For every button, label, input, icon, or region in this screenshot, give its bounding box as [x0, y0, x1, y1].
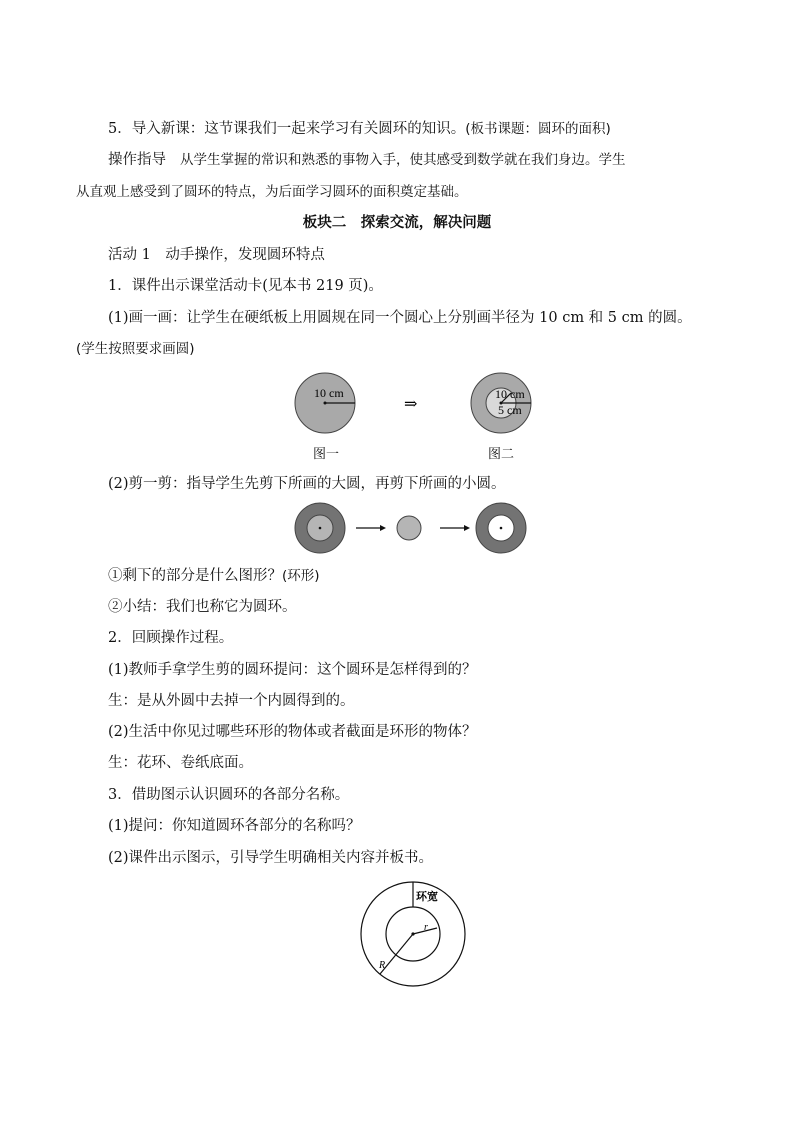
- review-question-2: (2)生活中你见过哪些环形的物体或者截面是环形的物体？: [108, 724, 477, 740]
- item-1: 1．课件出示课堂活动卡(见本书 219 页)。: [108, 278, 383, 294]
- small-radius-label: r: [424, 922, 428, 933]
- circle-figures: [0, 367, 794, 467]
- figure2-caption: 图二: [488, 447, 515, 462]
- show-diagram: (2)课件出示图示，引导学生明确相关内容并板书。: [108, 850, 434, 866]
- figure2-outer-label: 10 cm: [495, 387, 525, 401]
- question-1-answer: (环形): [282, 568, 320, 584]
- guide-label: 操作指导: [108, 152, 166, 168]
- big-radius-label: R: [379, 960, 386, 971]
- ask-question: (1)提问：你知道圆环各部分的名称吗？: [108, 818, 361, 834]
- diagram-center: [411, 932, 414, 935]
- figure1-radius-label: 10 cm: [314, 386, 344, 400]
- figure2-inner-label: 5 cm: [498, 403, 522, 417]
- student-answer-1: 生：是从外圆中去掉一个内圆得到的。: [108, 693, 355, 709]
- transform-arrow: ⇒: [404, 396, 418, 413]
- student-answer-2: 生：花环、卷纸底面。: [108, 755, 253, 771]
- question-1: ①剩下的部分是什么图形？(环形): [108, 568, 320, 584]
- question-2: ②小结：我们也称它为圆环。: [108, 599, 297, 615]
- paragraph-5: 5．导入新课：这节课我们一起来学习有关圆环的知识。(板书课题：圆环的面积): [108, 121, 611, 137]
- figure1-caption: 图一: [313, 447, 340, 462]
- item-2: 2．回顾操作过程。: [108, 630, 234, 646]
- cutting-sequence: [0, 500, 794, 560]
- draw-note: (学生按照要求画圆): [76, 341, 195, 357]
- ring-width-label: 环宽: [416, 891, 438, 903]
- blackboard-note: (板书课题：圆环的面积): [465, 121, 611, 137]
- draw-instruction: (1)画一画：让学生在硬纸板上用圆规在同一个圆心上分别画半径为 10 cm 和 5 cm 的圆。: [108, 310, 692, 326]
- activity-heading: 活动 1 动手操作，发现圆环特点: [108, 247, 325, 263]
- figure1-center: [324, 402, 327, 405]
- arrow-2-head: [464, 525, 470, 531]
- arrow-1-head: [380, 525, 386, 531]
- cut-instruction: (2)剪一剪：指导学生先剪下所画的大圆，再剪下所画的小圆。: [108, 476, 506, 492]
- section-title: 板块二 探索交流，解决问题: [302, 214, 492, 231]
- ring-before-center: [319, 527, 322, 530]
- ring-result-center: [500, 527, 503, 530]
- guide-paragraph-line1: [108, 150, 626, 170]
- ring-parts-diagram: [0, 878, 794, 1008]
- item-3: 3．借助图示认识圆环的各部分名称。: [108, 787, 350, 803]
- guide-paragraph-line2: 从直观上感受到了圆环的特点，为后面学习圆环的面积奠定基础。: [76, 184, 468, 200]
- small-circle-cut: [397, 516, 421, 540]
- guide-text: 从学生掌握的常识和熟悉的事物入手，使其感受到数学就在我们身边。学生: [180, 152, 626, 168]
- review-question-1: (1)教师手拿学生剪的圆环提问：这个圆环是怎样得到的？: [108, 662, 477, 678]
